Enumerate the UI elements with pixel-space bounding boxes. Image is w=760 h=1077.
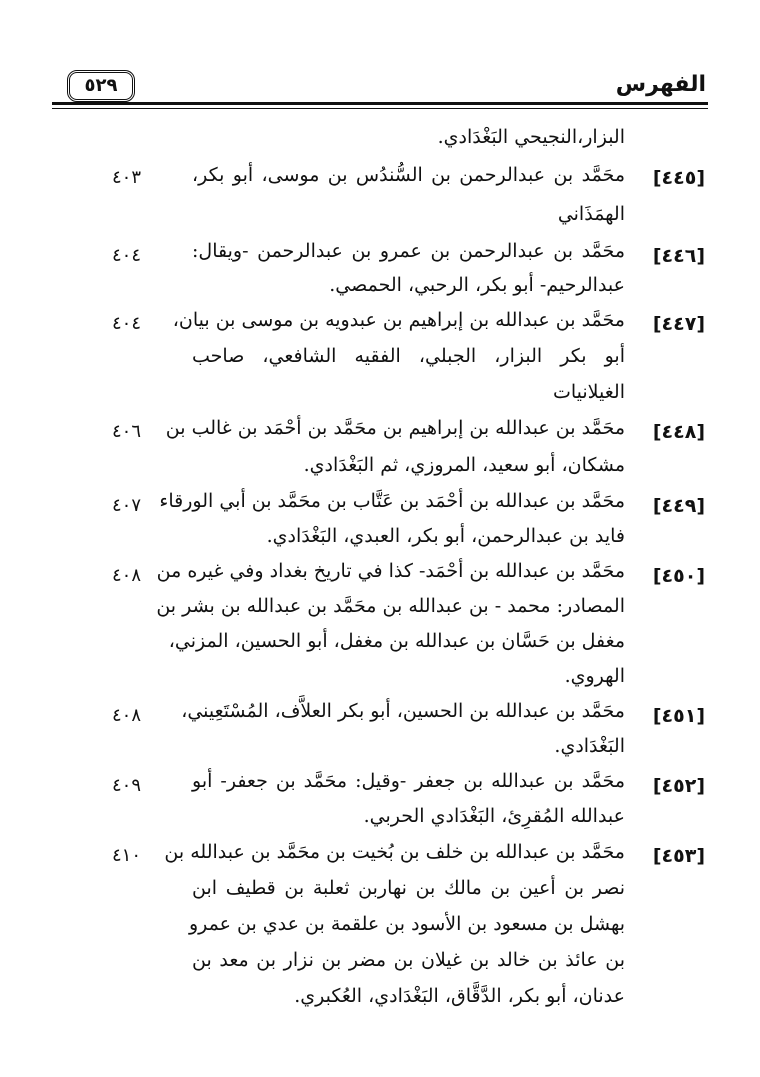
entry-page-ref: ٤٠٧ — [112, 495, 142, 516]
index-entry — [0, 234, 760, 302]
index-entry — [0, 302, 760, 410]
entry-number: [٤٥٠] — [652, 565, 705, 587]
entry-line: مغفل بن حَسَّان بن عبدالله بن مغفل، أبو الحسين، المزني، — [168, 630, 625, 652]
continuation-entry — [0, 118, 760, 156]
entry-line: مشكان، أبو سعيد، المروزي، ثم البَغْدَادي. — [303, 454, 625, 476]
entry-line: محَمَّد بن عبدالله بن إبراهيم بن محَمَّد بن أحْمَد بن غالب بن — [165, 417, 625, 439]
entry-page-ref: ٤٠٦ — [112, 421, 142, 442]
index-entry — [0, 156, 760, 234]
entry-number: [٤٥٢] — [652, 775, 705, 797]
entry-line: محَمَّد بن عبدالله بن أحْمَد بن عَتَّاب بن محَمَّد بن أبي الورقاء — [159, 490, 625, 512]
index-entry — [0, 410, 760, 484]
entry-line: محَمَّد بن عبدالرحمن بن السُّندُس بن موسى، أبو بكر، — [192, 164, 625, 186]
entry-number: [٤٥١] — [652, 705, 705, 727]
entry-line: محَمَّد بن عبدالله بن خلف بن بُخيت بن محَمَّد بن عبدالله بن — [164, 841, 625, 863]
entry-line: محَمَّد بن عبدالله بن جعفر -وقيل: محَمَّد بن جعفر- أبو — [192, 770, 625, 792]
page-header-title: الفهرس — [615, 72, 706, 97]
entry-number: [٤٤٦] — [652, 245, 705, 267]
entry-page-ref: ٤٠٨ — [112, 705, 142, 726]
entry-line: البَغْدَادي. — [554, 735, 625, 757]
entry-line: البزار،النجيحي البَغْدَادي. — [437, 126, 625, 148]
entry-line: محَمَّد بن عبدالرحمن بن عمرو بن عبدالرحمن -ويقال: — [192, 240, 625, 262]
entry-number: [٤٤٨] — [652, 421, 705, 443]
entry-line: عبدالرحيم- أبو بكر، الرحبي، الحمصي. — [329, 274, 625, 296]
entry-line: محَمَّد بن عبدالله بن أحْمَد- كذا في تاريخ بغداد وفي غيره من — [156, 560, 625, 582]
entry-page-ref: ٤٠٤ — [112, 245, 142, 266]
entry-line: نصر بن أعين بن مالك بن نهاربن ثعلبة بن قطيف ابن — [192, 877, 625, 899]
entry-number: [٤٤٩] — [652, 495, 705, 517]
index-entry — [0, 834, 760, 1014]
entry-page-ref: ٤٠٣ — [112, 167, 142, 188]
index-entries — [0, 118, 760, 1014]
entry-number: [٤٥٣] — [652, 845, 705, 867]
entry-line: عبدالله المُقرِئ، البَغْدَادي الحربي. — [363, 805, 625, 827]
entry-number: [٤٤٧] — [652, 313, 705, 335]
entry-page-ref: ٤٠٩ — [112, 775, 142, 796]
index-entry — [0, 554, 760, 694]
index-entry — [0, 694, 760, 764]
header-rule — [52, 102, 708, 109]
page-number-badge: ٥٢٩ — [67, 70, 135, 102]
entry-page-ref: ٤١٠ — [112, 845, 142, 866]
entry-line: بن عائذ بن خالد بن غيلان بن مضر بن نزار بن معد بن — [192, 949, 625, 971]
entry-line: محَمَّد بن عبدالله بن الحسين، أبو بكر العلاَّف، المُسْتَعِيني، — [181, 700, 625, 722]
entry-page-ref: ٤٠٨ — [112, 565, 142, 586]
entry-line: الهروي. — [564, 665, 625, 687]
entry-number: [٤٤٥] — [652, 167, 705, 189]
index-entry — [0, 484, 760, 554]
index-entry — [0, 764, 760, 834]
entry-line: الهمَذَاني — [557, 203, 625, 225]
entry-line: عدنان، أبو بكر، الدَّقَّاق، البَغْدَادي، العُكبري. — [294, 985, 625, 1007]
entry-line: أبو بكر البزار، الجبلي، الفقيه الشافعي، صاحب — [192, 345, 625, 367]
entry-line: فايد بن عبدالرحمن، أبو بكر، العبدي، البَغْدَادي. — [266, 525, 625, 547]
entry-page-ref: ٤٠٤ — [112, 313, 142, 334]
entry-line: المصادر: محمد - بن عبدالله بن محَمَّد بن عبدالله بن بشر بن — [156, 595, 625, 617]
entry-line: الغيلانيات — [552, 381, 625, 403]
entry-line: بهشل بن مسعود بن الأسود بن علقمة بن عدي بن عمرو — [189, 913, 625, 935]
entry-line: محَمَّد بن عبدالله بن إبراهيم بن عبدويه بن موسى بن بيان، — [172, 309, 625, 331]
